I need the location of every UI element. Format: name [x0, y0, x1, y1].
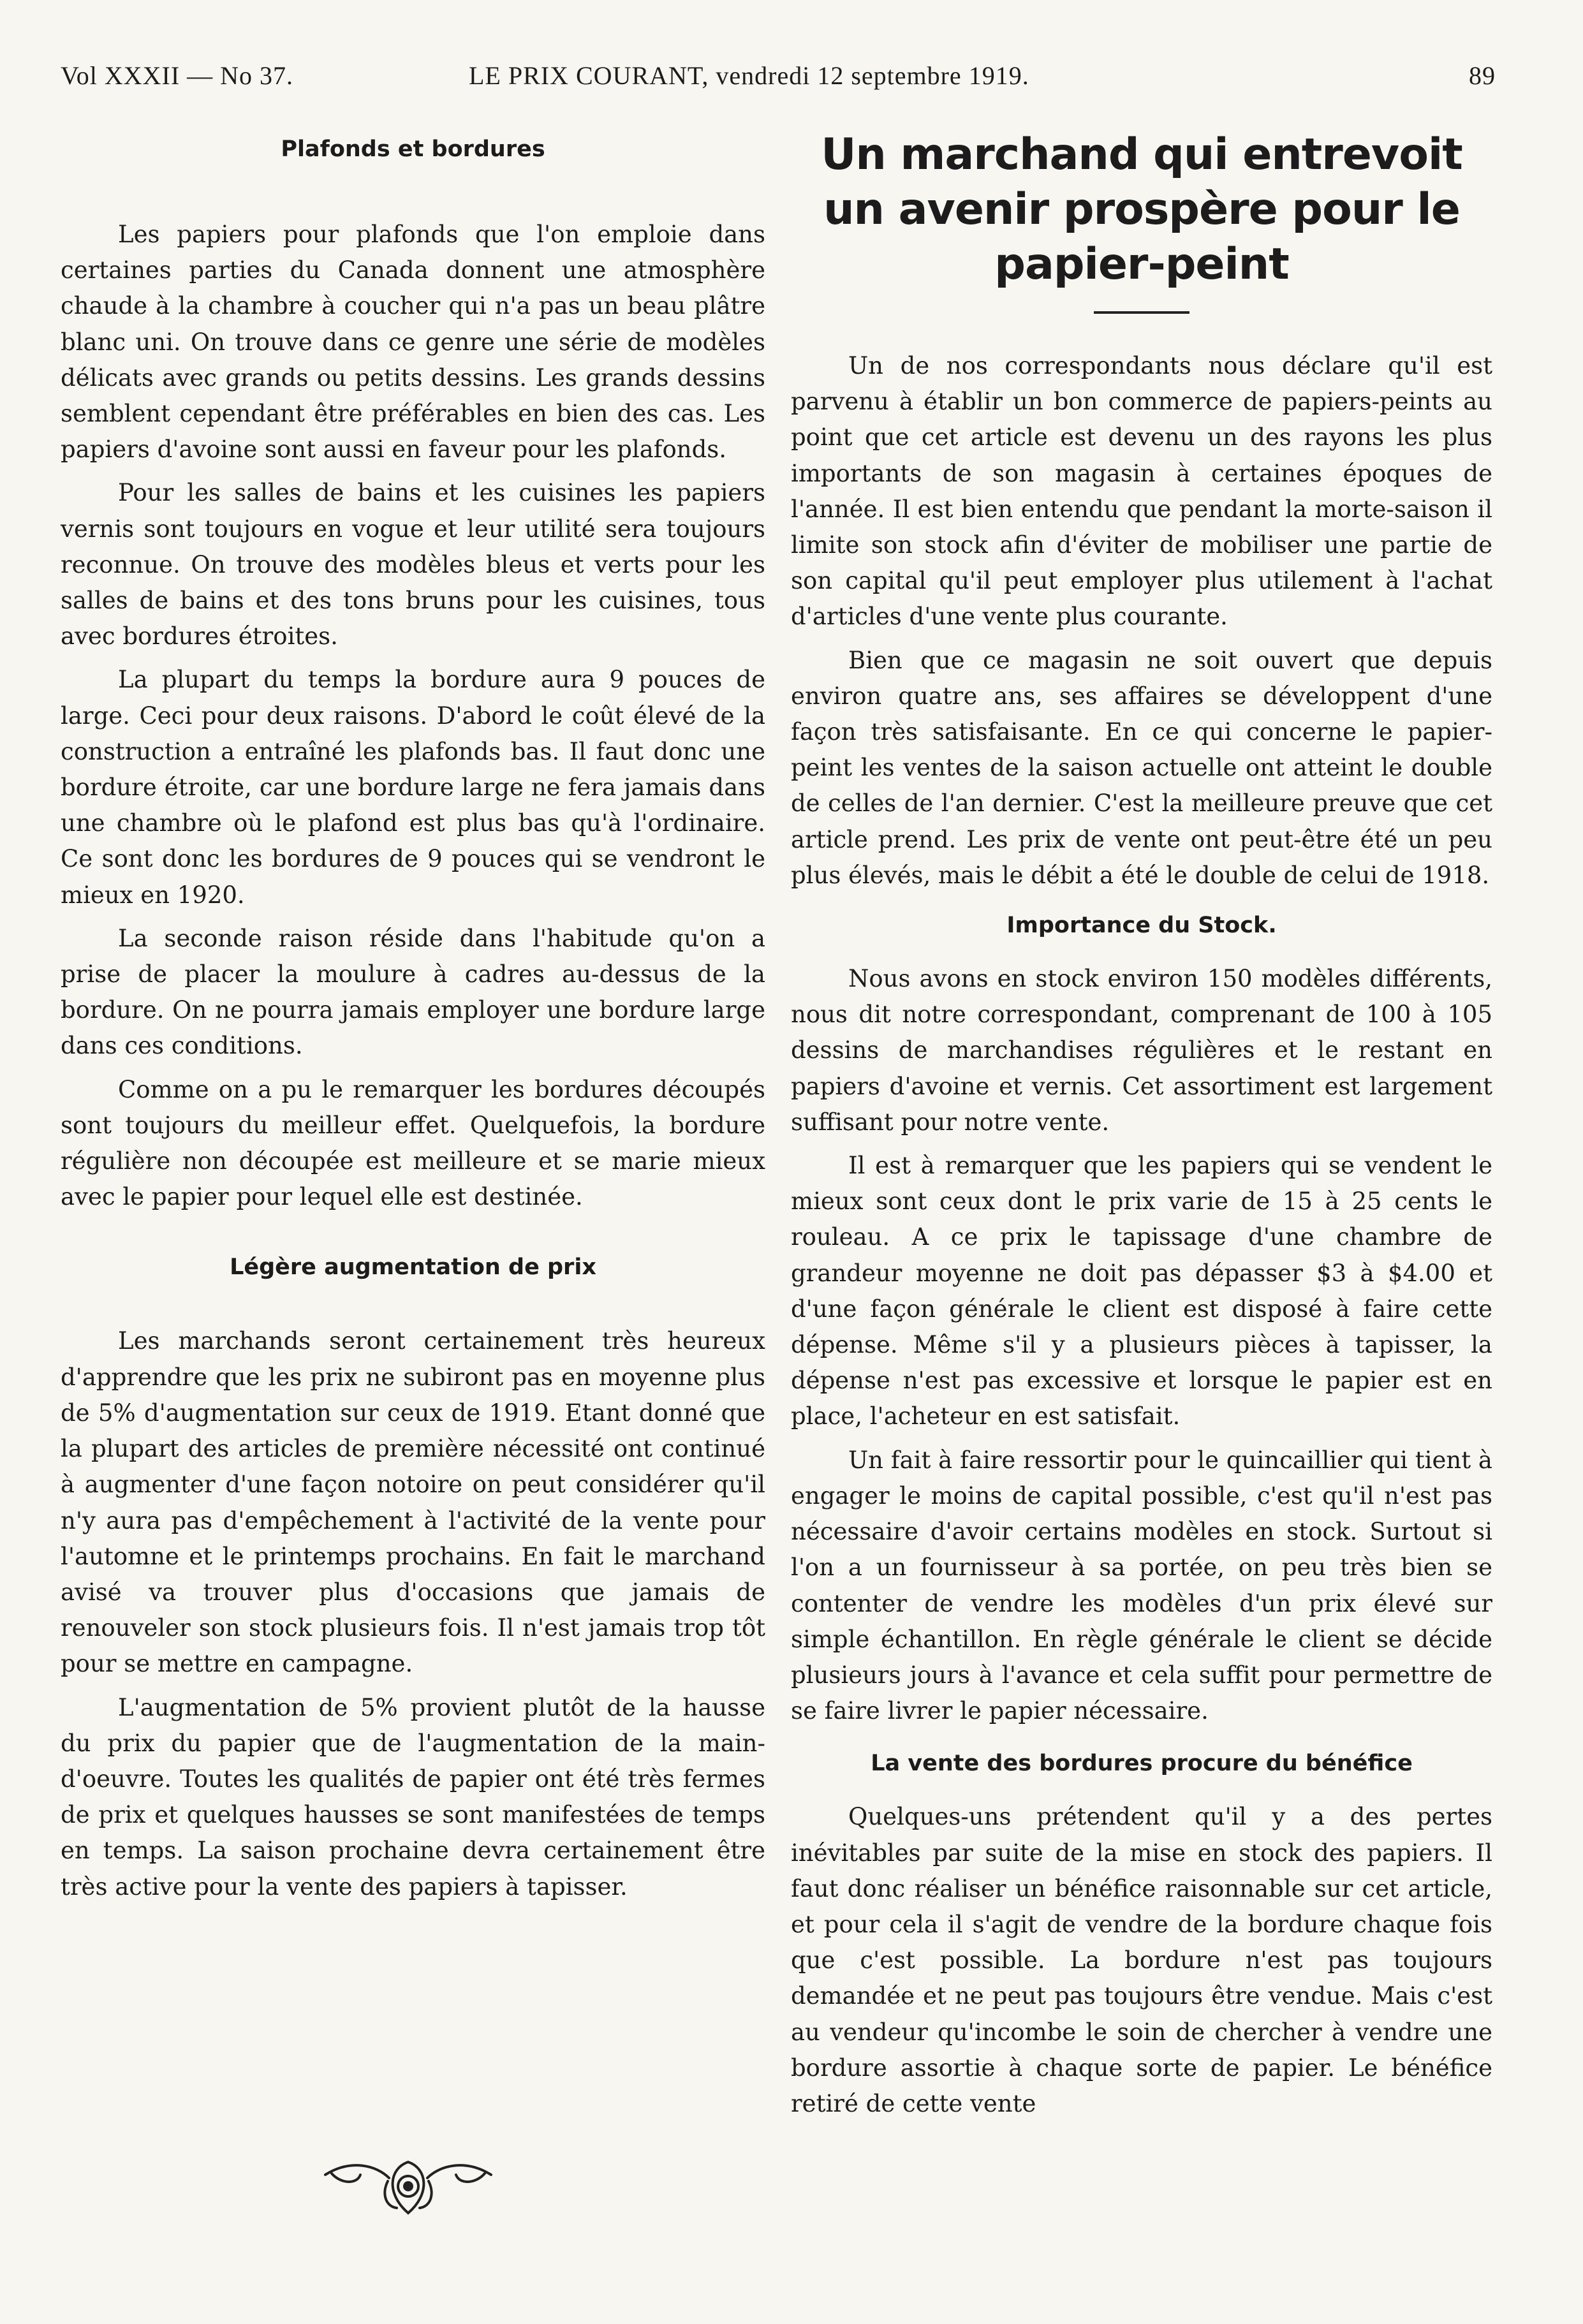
paragraph: Quelques-uns prétendent qu'il y a des pertes inévitables par suite de la mise en stock des papiers. Il faut donc réaliser un bénéfice raisonnable sur cet article, et pour cela il s'agit de vendre de la bordure chaque fois que c'est possible. La bordure n'est pas toujours demandée et ne peut pas toujours être vendue. Mais c'est au vendeur qu'incombe le soin de chercher à vendre une bordure assortie à chaque sorte de papier. Le bénéfice retiré de cette vente: [791, 1803, 1492, 2117]
paragraph: Il est à remarquer que les papiers qui se vendent le mieux sont ceux dont le prix varie de 15 à 25 cents le rouleau. A ce prix le tapissage d'une chambre de grandeur moyenne ne doit pas dépasser $3 à $4.00 et d'une façon générale le client est disposé à faire cette dépense. Même s'il y a plusieurs pièces à tapisser, la dépense n'est pas excessive et lorsque le papier est en place, l'acheteur en est satisfait.: [791, 1152, 1492, 1430]
paragraph: Les papiers pour plafonds que l'on emploie dans certaines parties du Canada donnent une atmosphère chaude à la chambre à coucher qui n'a pas un beau plâtre blanc uni. On trouve dans ce genre une série de modèles délicats avec grands ou petits dessins. Les grands dessins semblent cependant être préférables en bien des cas. Les papiers d'avoine sont aussi en faveur pour les plafonds.: [61, 221, 765, 464]
paragraph: Les marchands seront certainement très heureux d'apprendre que les prix ne subiront pas en moyenne plus de 5% d'augmentation sur ceux de 1919. Etant donné que la plupart des articles de première nécessité ont continué à augmenter d'une façon notoire on peut considérer qu'il n'y aura pas d'empêchement à l'activité de la vente pour l'automne et le printemps prochains. En fait le marchand avisé va trouver plus d'occasions que jamais de renouveler son stock plusieurs fois. Il n'est jamais trop tôt pour se mettre en campagne.: [61, 1327, 765, 1678]
section-title-plafonds: Plafonds et bordures: [281, 136, 545, 162]
section-title-bordures: La vente des bordures procure du bénéfice: [871, 1751, 1413, 1777]
section-title-augmentation: Légère augmentation de prix: [230, 1254, 596, 1281]
page-number: 89: [1469, 61, 1496, 90]
paragraph: Comme on a pu le remarquer les bordures découpés sont toujours du meilleur effet. Quelquefois, la bordure régulière non découpée est meilleure et se marie mieux avec le papier pour lequel elle est destinée.: [61, 1075, 765, 1211]
volume-number: Vol XXXII — No 37.: [61, 61, 294, 90]
decorative-ornament-icon: [313, 2149, 504, 2219]
paragraph: L'augmentation de 5% provient plutôt de la hausse du prix du papier que de l'augmentation de la main-d'oeuvre. Toutes les qualités de papier ont été très fermes de prix et quelques hausses se sont manifestées de temps en temps. La saison prochaine devra certainement être très active pour la vente des papiers à tapisser.: [61, 1693, 765, 1901]
section-title-stock: Importance du Stock.: [1006, 913, 1277, 939]
publication-date-line: LE PRIX COURANT, vendredi 12 septembre 1919.: [469, 61, 1029, 90]
paragraph: Bien que ce magasin ne soit ouvert que depuis environ quatre ans, ses affaires se développent d'une façon très satisfaisante. En ce qui concerne le papier-peint les ventes de la saison actuelle ont atteint le double de celles de l'an dernier. C'est la meilleure preuve que cet article prend. Les prix de vente ont peut-être été un peu plus élevés, mais le débit a été le double de celui de 1918.: [791, 646, 1492, 889]
page-header: [61, 61, 1496, 99]
paragraph: La plupart du temps la bordure aura 9 pouces de large. Ceci pour deux raisons. D'abord le coût élevé de la construction a entraîné les plafonds bas. Il faut donc une bordure étroite, car une bordure large ne fera jamais dans une chambre où le plafond est plus bas qu'à l'ordinaire. Ce sont donc les bordures de 9 pouces qui se vendront le mieux en 1920.: [61, 666, 765, 909]
right-column: [791, 128, 1492, 2122]
left-column: [61, 128, 765, 1905]
paragraph: La seconde raison réside dans l'habitude qu'on a prise de placer la moulure à cadres au-dessus de la bordure. On ne pourra jamais employer une bordure large dans ces conditions.: [61, 924, 765, 1060]
article-headline: Un marchand qui entrevoit un avenir prospère pour le papier-peint: [821, 129, 1462, 290]
paragraph: Nous avons en stock environ 150 modèles différents, nous dit notre correspondant, comprenant de 100 à 105 dessins de marchandises régulières et le restant en papiers d'avoine et vernis. Cet assortiment est largement suffisant pour notre vente.: [791, 965, 1492, 1136]
paragraph: Un fait à faire ressortir pour le quincaillier qui tient à engager le moins de capital possible, c'est qu'il n'est pas nécessaire d'avoir certains modèles en stock. Surtout si l'on a un fournisseur à sa portée, on peu très bien se contenter de vendre les modèles d'un prix élevé sur simple échantillon. En règle générale le client se décide plusieurs jours à l'avance et cela suffit pour permettre de se faire livrer le papier nécessaire.: [791, 1446, 1492, 1725]
paragraph: Pour les salles de bains et les cuisines les papiers vernis sont toujours en vogue et leur utilité sera toujours reconnue. On trouve des modèles bleus et verts pour les salles de bains et des tons bruns pour les cuisines, tous avec bordures étroites.: [61, 479, 765, 651]
paragraph: Un de nos correspondants nous déclare qu'il est parvenu à établir un bon commerce de papiers-peints au point que cet article est devenu un des rayons les plus importants de son magasin à certaines époques de l'année. Il est bien entendu que pendant la morte-saison il limite son stock afin d'éviter de mobiliser une partie de son capital qu'il peut employer plus utilement à l'achat d'articles d'une vente plus courante.: [791, 352, 1492, 631]
